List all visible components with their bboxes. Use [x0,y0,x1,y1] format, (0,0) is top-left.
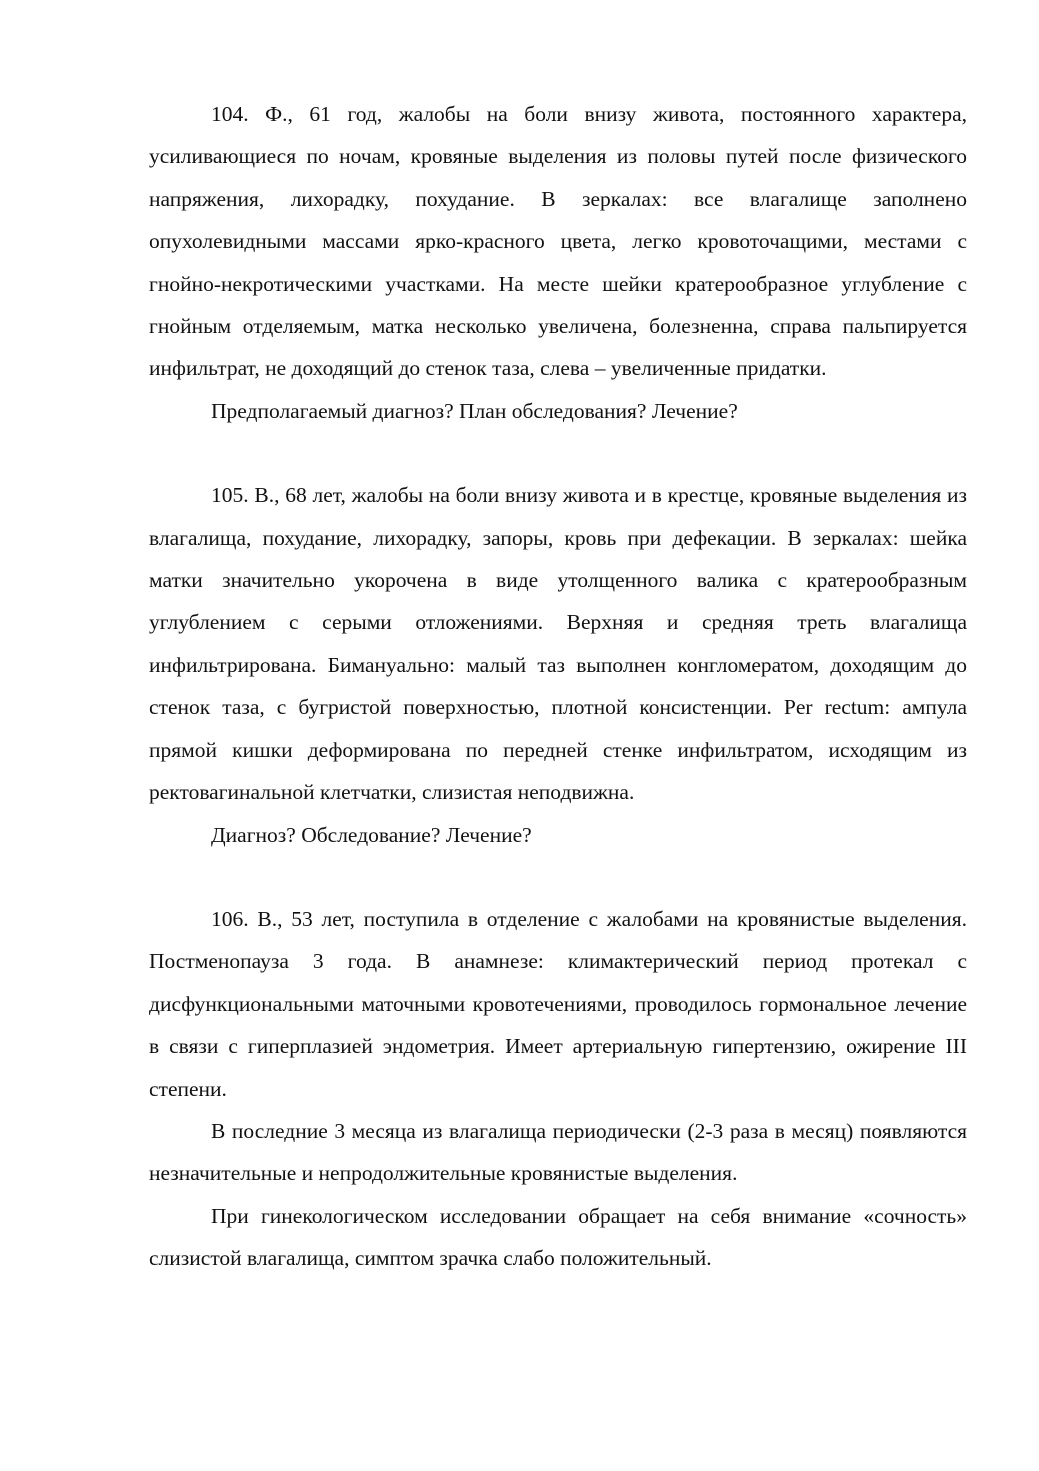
case-104-question: Предполагаемый диагноз? План обследования? Лечение? [211,398,738,423]
section-spacer [149,432,967,474]
case-105-question: Диагноз? Обследование? Лечение? [211,822,532,847]
section-spacer [149,856,967,898]
case-106-paragraph-2: В последние 3 месяца из влагалища периодически (2-3 раза в месяц) появляются незначительные и непродолжительные кровянистые выделения. [149,1118,967,1186]
case-105-text: 105. В., 68 лет, жалобы на боли внизу живота и в крестце, кровяные выделения из влагалища, похудание, лихорадку, запоры, кровь при дефекации. В зеркалах: шейка матки значительно укорочена в виде утолщенного валика с кратерообразным углублением с серыми отложениями. Верхняя и средняя треть влагалища инфильтрирована. Бимануально: малый таз выполнен конгломератом, доходящим до стенок таза, с бугристой поверхностью, плотной консистенции. Per rectum: ампула прямой кишки деформирована по передней стенке инфильтратом, исходящим из ректовагинальной клетчатки, слизистая неподвижна. [149,483,967,805]
case-106-paragraph-3: При гинекологическом исследовании обращает на себя внимание «сочность» слизистой влагалища, симптом зрачка слабо положительный. [149,1203,967,1271]
document-page [149,93,967,1280]
case-106-text: 106. В., 53 лет, поступила в отделение с жалобами на кровянистые выделения. Постменопауза 3 года. В анамнезе: климактерический период протекал с дисфункциональными маточными кровотечениями, проводилось гормональное лечение в связи с гиперплазией эндометрия. Имеет артериальную гипертензию, ожирение III степени. [149,906,967,1101]
case-104-text: 104. Ф., 61 год, жалобы на боли внизу живота, постоянного характера, усиливающиеся по ночам, кровяные выделения из половы путей после физического напряжения, лихорадку, похудание. В зеркалах: все влагалище заполнено опухолевидными массами ярко-красного цвета, легко кровоточащими, местами с гнойно-некротическими участками. На месте шейки кратерообразное углубление с гнойным отделяемым, матка несколько увеличена, болезненна, справа пальпируется инфильтрат, не доходящий до стенок таза, слева – увеличенные придатки. [149,102,967,381]
